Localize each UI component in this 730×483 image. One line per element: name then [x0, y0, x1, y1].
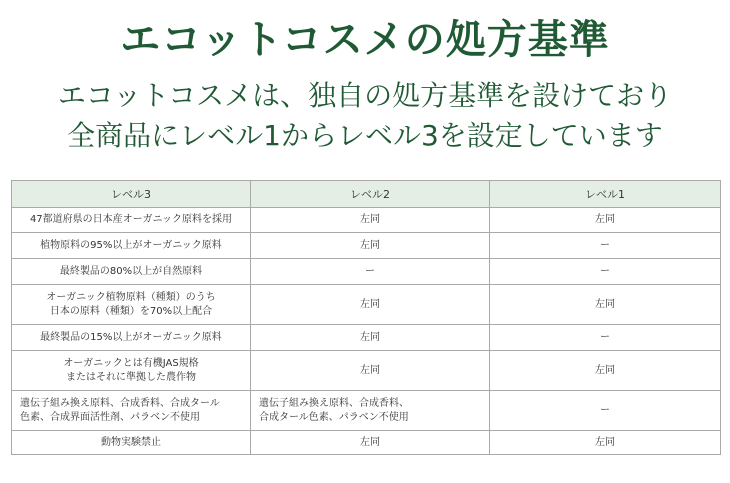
cell-level-3	[12, 233, 251, 259]
cell-level-3	[12, 391, 251, 431]
cell-text: 左同	[360, 298, 380, 310]
cell-text: ー	[600, 265, 610, 277]
cell-level-1	[490, 351, 721, 391]
cell-text: オーガニックとは有機JAS規格	[63, 357, 199, 369]
cell-level-1	[490, 233, 721, 259]
cell-level-3	[12, 431, 251, 455]
cell-level-2	[251, 431, 490, 455]
table-header-row	[12, 181, 721, 208]
header-level-1: レベル1	[490, 181, 721, 208]
table-row	[12, 259, 721, 285]
header-level-2: レベル2	[251, 181, 490, 208]
table-row	[12, 351, 721, 391]
cell-text: またはそれに準拠した農作物	[66, 371, 196, 383]
cell-text: ー	[600, 239, 610, 251]
cell-text: 左同	[360, 436, 380, 448]
cell-level-3	[12, 208, 251, 233]
cell-level-2	[251, 208, 490, 233]
cell-text: 左同	[595, 298, 615, 310]
cell-level-3	[12, 285, 251, 325]
cell-level-2	[251, 391, 490, 431]
cell-text: ー	[365, 265, 375, 277]
cell-text: 植物原料の95%以上がオーガニック原料	[40, 239, 222, 251]
header-level-3: レベル3	[12, 181, 251, 208]
subtitle-line-2: 全商品にレベル1からレベル3を設定しています	[67, 119, 663, 152]
cell-level-1	[490, 285, 721, 325]
table-row	[12, 208, 721, 233]
cell-level-2	[251, 351, 490, 391]
subtitle	[0, 76, 730, 156]
cell-text: ー	[600, 404, 610, 416]
cell-text: 47都道府県の日本産オーガニック原料を採用	[29, 214, 233, 225]
table-row	[12, 391, 721, 431]
table-row	[12, 325, 721, 351]
cell-text: 遺伝子組み換え原料、合成香料、合成タール	[20, 397, 220, 409]
table-row	[12, 285, 721, 325]
cell-level-2	[251, 259, 490, 285]
cell-level-3	[12, 351, 251, 391]
cell-level-2	[251, 285, 490, 325]
cell-text: 左同	[360, 214, 380, 225]
cell-text: 左同	[595, 364, 615, 376]
cell-text: 日本の原料（種類）を70%以上配合	[49, 305, 213, 317]
cell-level-1	[490, 325, 721, 351]
cell-text: 左同	[595, 436, 615, 448]
subtitle-line-1: エコットコスメは、独自の処方基準を設けており	[57, 79, 673, 112]
cell-text: 最終製品の15%以上がオーガニック原料	[40, 331, 222, 343]
cell-level-1	[490, 208, 721, 233]
cell-text: 左同	[360, 331, 380, 343]
cell-text: 左同	[360, 239, 380, 251]
cell-text: オーガニック植物原料（種類）のうち	[46, 291, 216, 303]
cell-text: 遺伝子組み換え原料、合成香料、	[259, 397, 409, 409]
cell-level-3	[12, 259, 251, 285]
cell-text: 動物実験禁止	[101, 436, 161, 448]
cell-level-2	[251, 233, 490, 259]
cell-level-2	[251, 325, 490, 351]
cell-text: ー	[600, 331, 610, 343]
cell-text: 左同	[360, 364, 380, 376]
cell-level-1	[490, 431, 721, 455]
cell-text: 合成タール色素、パラベン不使用	[259, 411, 409, 423]
page-title: エコットコスメの処方基準	[120, 17, 610, 63]
cell-level-1	[490, 259, 721, 285]
cell-text: 左同	[595, 214, 615, 225]
cell-level-3	[12, 325, 251, 351]
cell-text: 色素、合成界面活性剤、パラベン不使用	[20, 411, 200, 423]
formulation-standards-table	[11, 180, 721, 455]
table-row	[12, 431, 721, 455]
cell-text: 最終製品の80%以上が自然原料	[59, 265, 203, 277]
cell-level-1	[490, 391, 721, 431]
table-row	[12, 233, 721, 259]
